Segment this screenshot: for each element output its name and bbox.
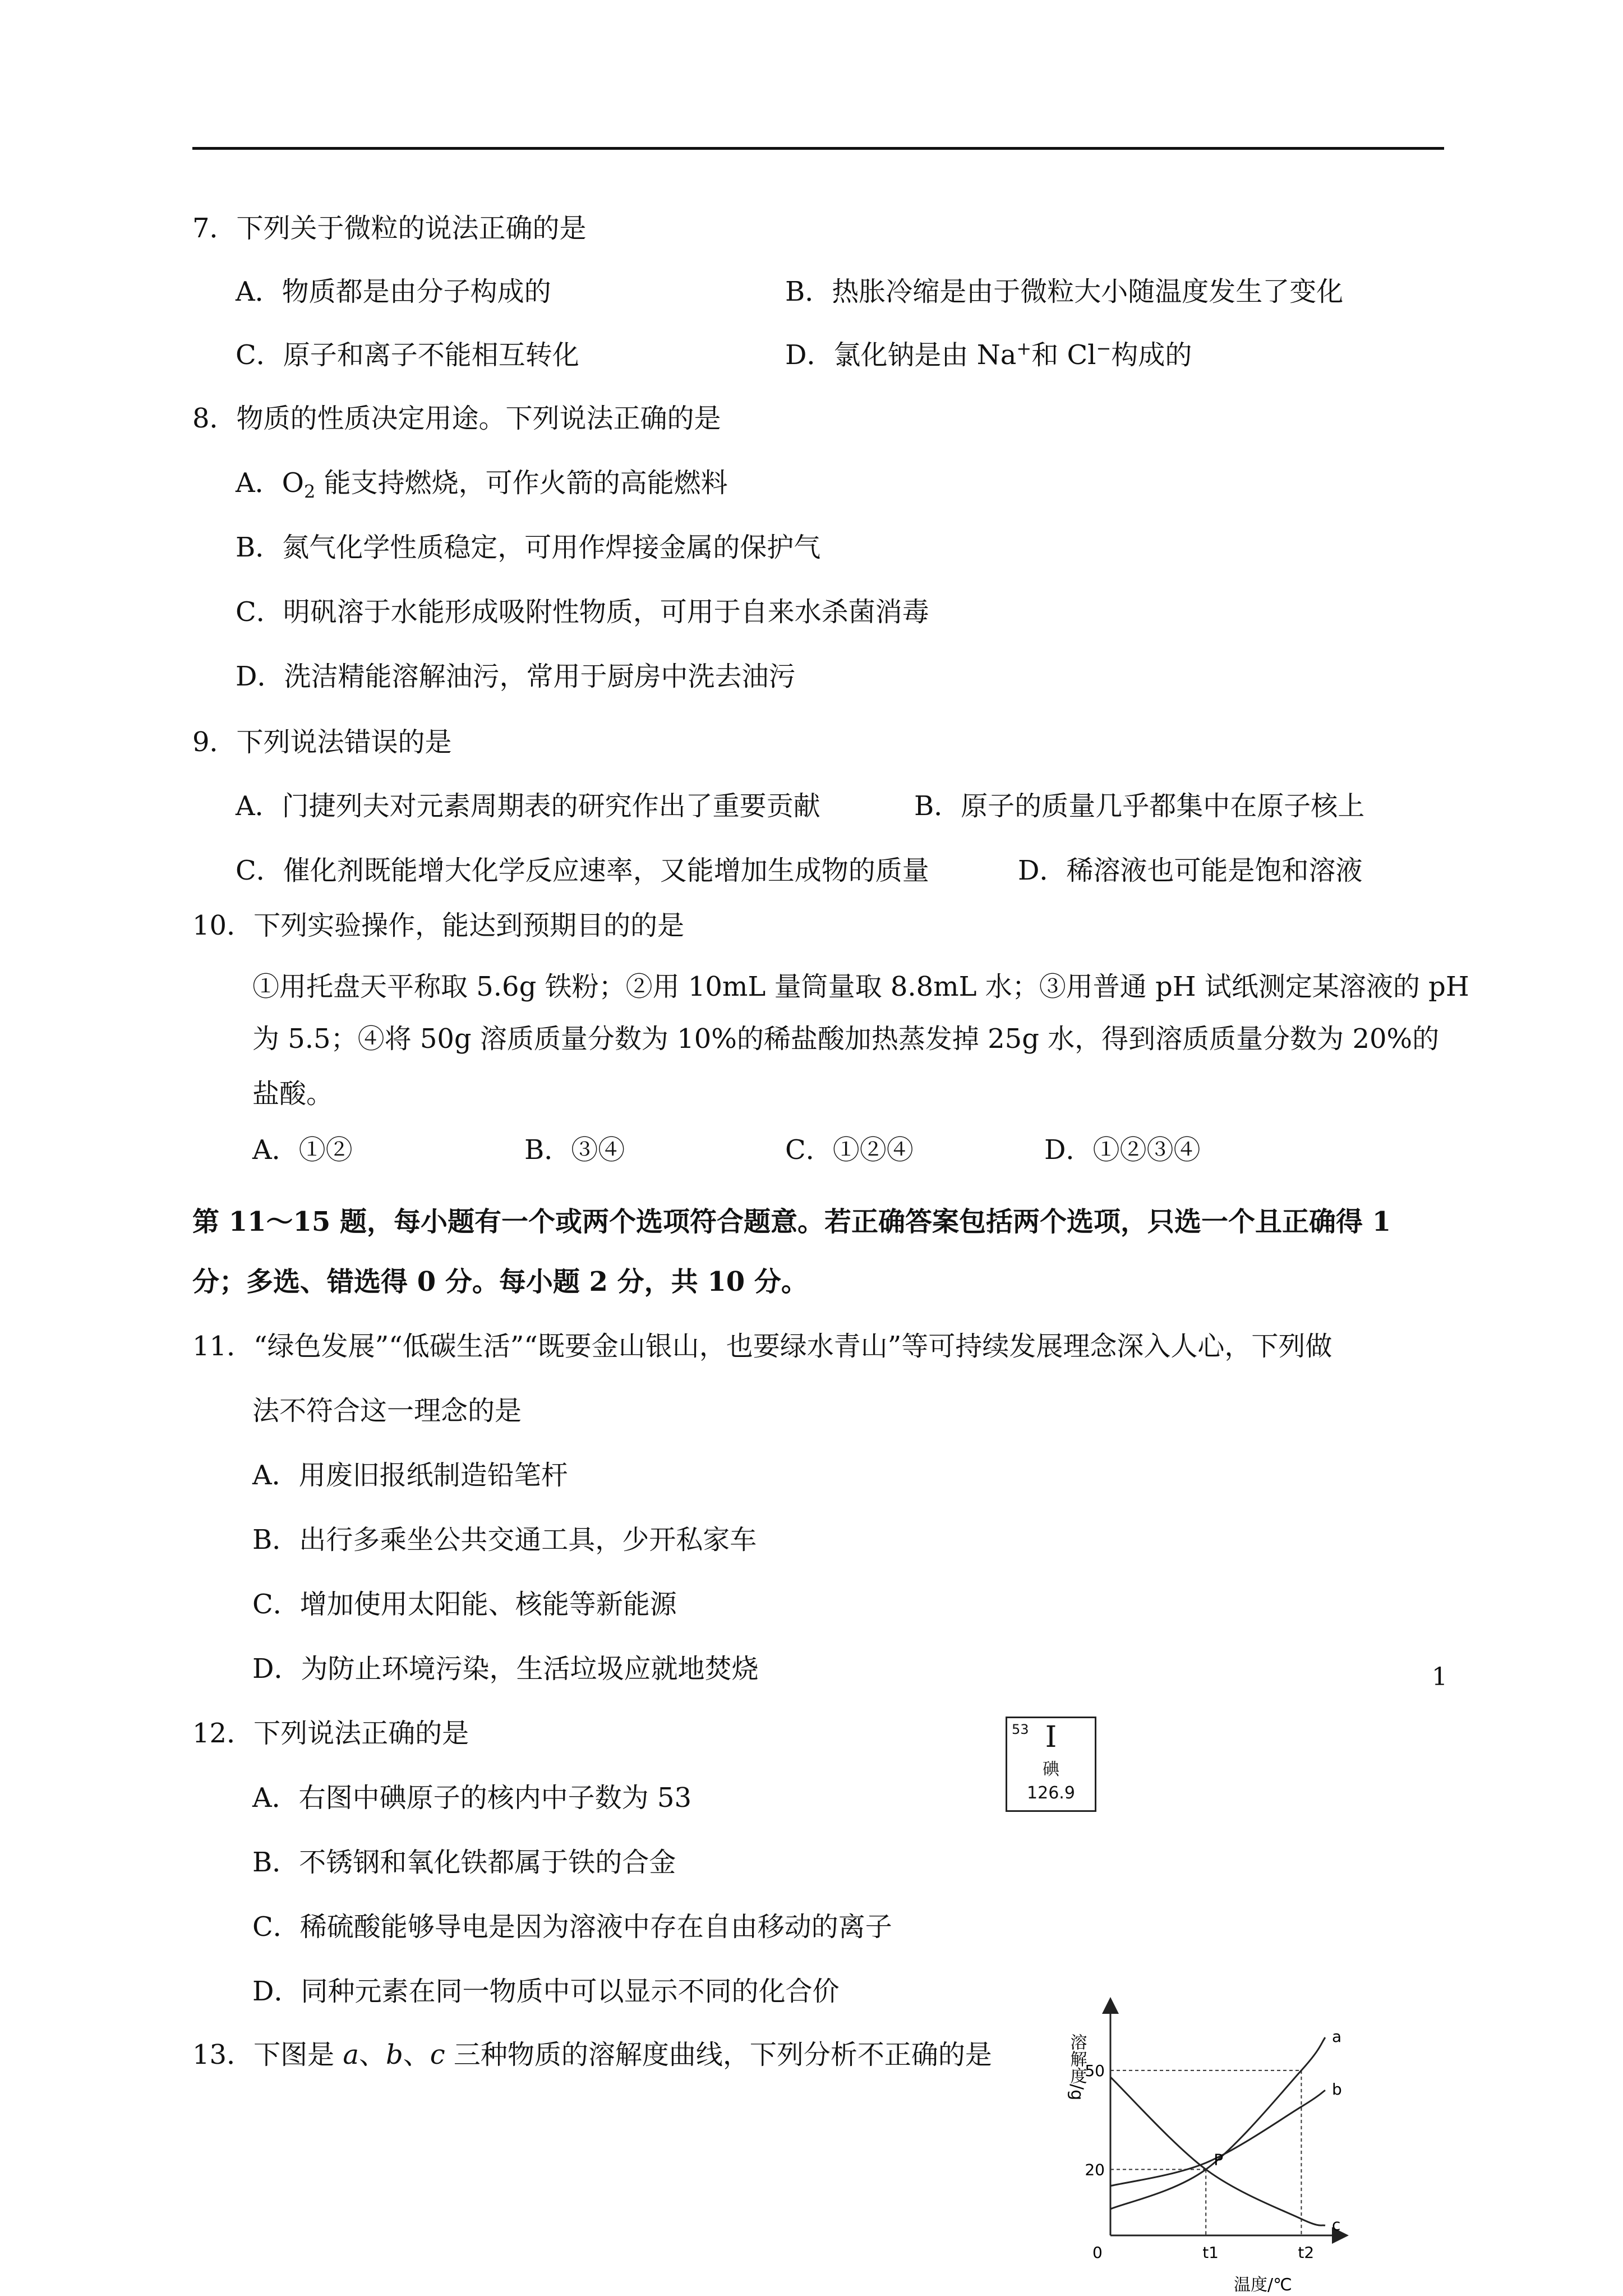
q10-option-a: A．①② [252,1134,353,1166]
q12-option-c: C．稀硫酸能够导电是因为溶液中存在自由移动的离子 [252,1911,892,1943]
page-number: 1 [1432,1663,1447,1691]
header-rule [192,147,1444,150]
element-atomic-number: 53 [1012,1722,1029,1737]
q10-option-c: C．①②④ [785,1134,914,1166]
y-tick-label: 20 [1085,2160,1105,2179]
element-name: 碘 [1043,1760,1059,1779]
q10-statement-line: 为 5.5；④将 50g 溶质质量分数为 10%的稀盐酸加热蒸发掉 25g 水，得到溶质质量分数为 20%的 [252,1023,1440,1055]
q11-option-d: D．为防止环境污染，生活垃圾应就地焚烧 [252,1653,759,1685]
q7-option-c: C．原子和离子不能相互转化 [236,339,579,371]
q9-option-d: D．稀溶液也可能是饱和溶液 [1018,855,1363,886]
q10-statement-line: ①用托盘天平称取 5.6g 铁粉；②用 10mL 量筒量取 8.8mL 水；③用普通 pH 试纸测定某溶液的 pH [252,971,1469,1002]
q11-option-b: B．出行多乘坐公共交通工具，少开私家车 [252,1524,757,1556]
y-axis-label: 溶解度/g [1067,2033,1087,2101]
q12-option-b: B．不锈钢和氧化铁都属于铁的合金 [252,1847,676,1878]
element-atomic-mass: 126.9 [1027,1783,1075,1803]
x-tick-label: t1 [1202,2243,1219,2262]
q7-stem: 7．下列关于微粒的说法正确的是 [192,213,587,244]
solubility-curves [1110,2037,1325,2225]
q12-option-a: A．右图中碘原子的核内中子数为 53 [252,1782,692,1814]
origin-label: 0 [1092,2243,1103,2262]
intersection-label-p: P [1214,2150,1224,2169]
series-label-c: c [1331,2215,1341,2234]
q11-stem-cont: 法不符合这一理念的是 [252,1395,522,1427]
section-instructions: 第 11～15 题，每小题有一个或两个选项符合题意。若正确答案包括两个选项，只选一个且正确得 1 [192,1206,1391,1237]
q12-option-d: D．同种元素在同一物质中可以显示不同的化合价 [252,1976,840,2007]
periodic-element-card [1006,1717,1096,1812]
q12-stem: 12．下列说法正确的是 [192,1718,469,1749]
q7-option-b: B．热胀冷缩是由于微粒大小随温度发生了变化 [785,276,1344,307]
q9-option-c: C．催化剂既能增大化学反应速率，又能增加生成物的质量 [236,855,929,886]
q8-option-d: D．洗洁精能溶解油污，常用于厨房中洗去油污 [236,661,796,692]
q10-option-d: D．①②③④ [1044,1134,1201,1166]
q10-statement-line: 盐酸。 [252,1078,334,1110]
series-label-a: a [1331,2027,1342,2046]
reference-lines [1110,2070,1301,2235]
curve-a [1110,2037,1325,2209]
q13-stem: 13．下图是 a、b、c 三种物质的溶解度曲线，下列分析不正确的是 [192,2039,992,2070]
series-label-b: b [1331,2080,1342,2099]
y-tick-label: 50 [1085,2061,1105,2080]
q8-option-a: A．$O_2$ 能支持燃烧，可作火箭的高能燃料 [236,467,728,503]
q9-stem: 9．下列说法错误的是 [192,726,452,758]
x-axis-label: 温度/℃ [1234,2275,1292,2295]
q7-option-a: A．物质都是由分子构成的 [236,276,551,307]
q11-option-a: A．用废旧报纸制造铅笔杆 [252,1460,568,1491]
section-instructions: 分；多选、错选得 0 分。每小题 2 分，共 10 分。 [192,1266,808,1297]
solubility-chart [1054,1994,1368,2296]
curve-b [1110,2090,1325,2186]
element-symbol: I [1045,1720,1057,1754]
axis-ticks [1085,2062,1314,2262]
q7-option-d: D．氯化钠是由 Na+和 Cl−构成的 [785,338,1192,371]
q11-option-c: C．增加使用太阳能、核能等新能源 [252,1589,677,1620]
series-labels [1214,2027,1342,2234]
q8-option-b: B．氮气化学性质稳定，可用作焊接金属的保护气 [236,532,821,563]
q10-option-b: B．③④ [524,1134,625,1166]
q9-option-a: A．门捷列夫对元素周期表的研究作出了重要贡献 [236,790,820,822]
q11-stem: 11．“绿色发展”“低碳生活”“既要金山银山，也要绿水青山”等可持续发展理念深入人心，下列做 [192,1331,1332,1362]
q8-option-c: C．明矾溶于水能形成吸附性物质，可用于自来水杀菌消毒 [236,596,929,628]
q10-stem: 10．下列实验操作，能达到预期目的的是 [192,910,685,941]
x-tick-label: t2 [1298,2243,1315,2262]
q8-stem: 8．物质的性质决定用途。下列说法正确的是 [192,403,721,434]
q9-option-b: B．原子的质量几乎都集中在原子核上 [914,790,1365,822]
